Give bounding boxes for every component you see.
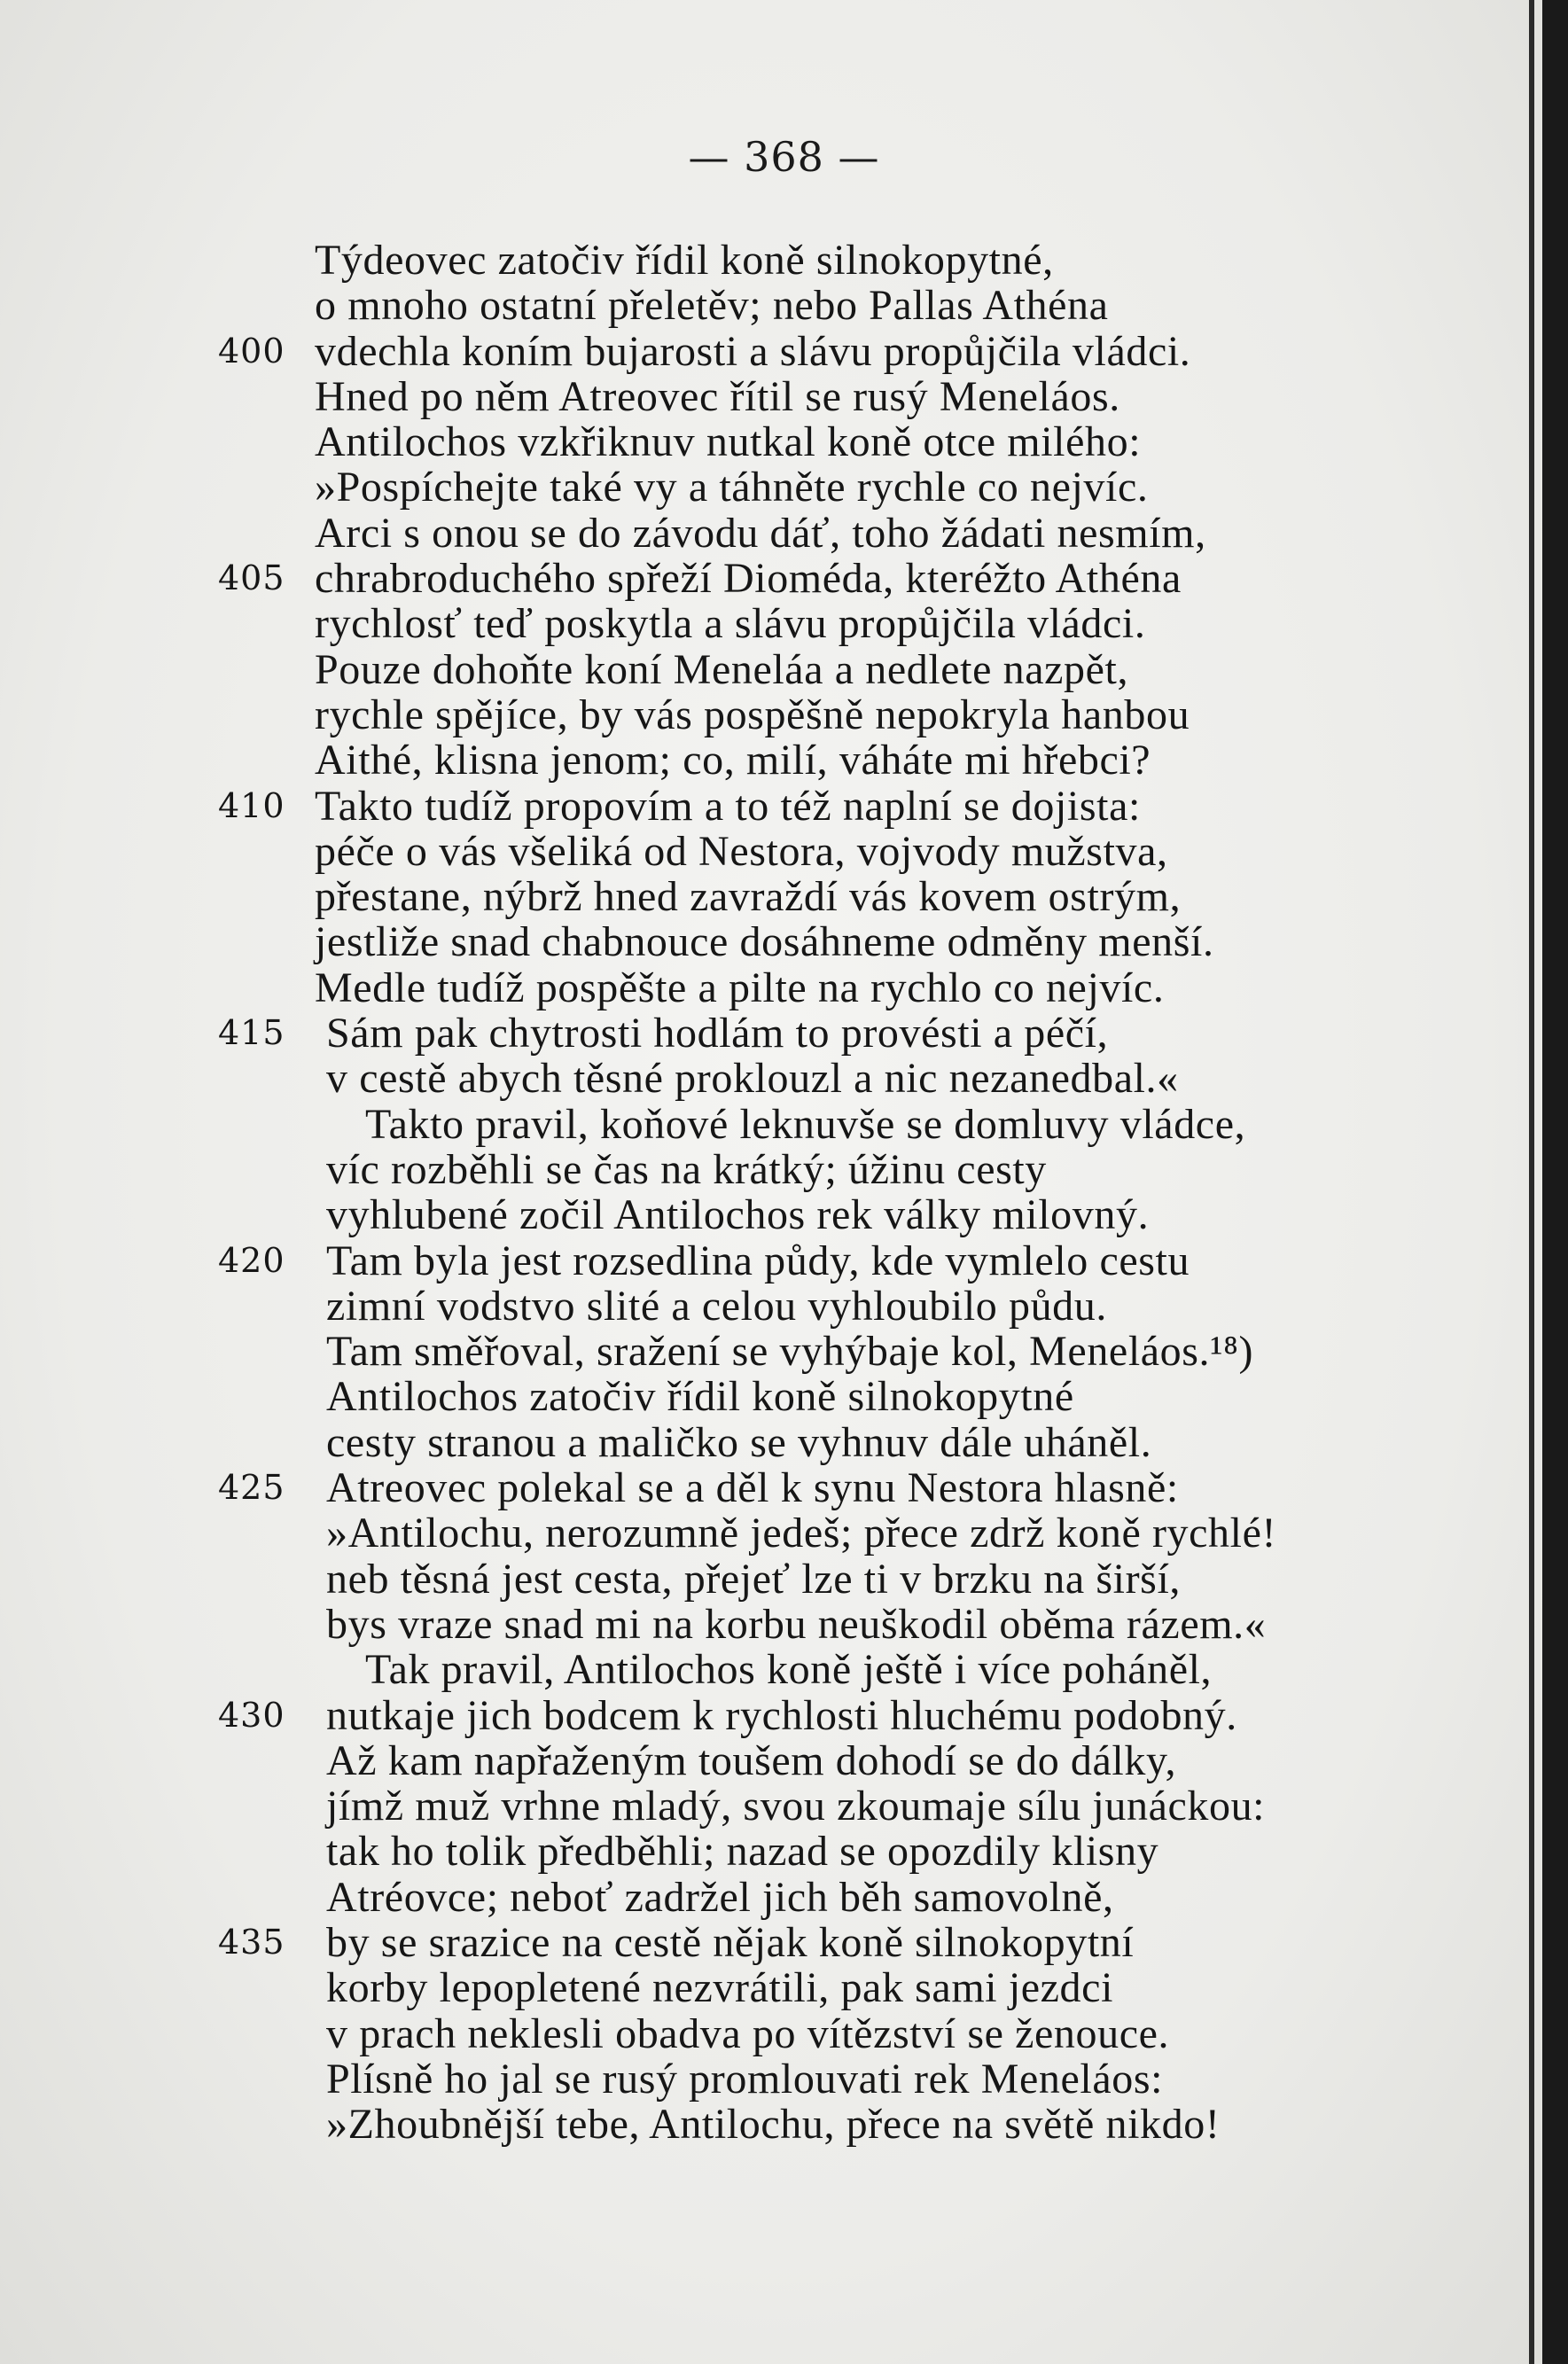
verse-line — [0, 829, 1542, 874]
verse-line-text: chrabroduchého spřeží Dioméda, kteréžto Athéna — [315, 555, 1182, 603]
verse-line-text: zimní vodstvo slité a celou vyhloubilo půdu. — [326, 1282, 1107, 1330]
verse-line — [0, 464, 1542, 510]
verse-line — [0, 1010, 1542, 1056]
page-edge-shadow — [1542, 0, 1568, 2364]
verse-line — [0, 1465, 1542, 1510]
verse-line — [0, 283, 1542, 328]
verse-line — [0, 1283, 1542, 1329]
line-number: 435 — [218, 1922, 285, 1962]
verse-line — [0, 1056, 1542, 1101]
verse-line — [0, 1238, 1542, 1283]
verse-line-text: Plísně ho jal se rusý promlouvati rek Meneláos: — [326, 2055, 1164, 2103]
verse-line — [0, 965, 1542, 1010]
verse-line-text: péče o vás všeliká od Nestora, vojvody mužstva, — [315, 827, 1168, 875]
verse-line — [0, 919, 1542, 964]
verse-line-text: vdechla koním bujarosti a slávu propůjčila vládci. — [315, 327, 1191, 375]
verse-line — [0, 1420, 1542, 1465]
verse-line — [0, 2011, 1542, 2056]
verse-line-text: Takto pravil, koňové leknuvše se domluvy vládce, — [365, 1100, 1246, 1148]
verse-line-text: »Zhoubnější tebe, Antilochu, přece na světě nikdo! — [326, 2101, 1221, 2149]
verse-line-text: Tam byla jest rozsedlina půdy, kde vymlelo cestu — [326, 1237, 1190, 1284]
verse-line-text: Tak pravil, Antilochos koně ještě i více poháněl, — [365, 1646, 1213, 1694]
verse-line — [0, 692, 1542, 737]
verse-line-text: Sám pak chytrosti hodlám to provésti a péčí, — [326, 1010, 1109, 1057]
verse-line-text: Tam směřoval, sražení se vyhýbaje kol, Meneláos.¹⁸) — [326, 1328, 1254, 1376]
verse-line — [0, 2056, 1542, 2102]
verse-line-text: by se srazice na cestě nějak koně silnokopytní — [326, 1918, 1135, 1966]
line-number: 425 — [218, 1468, 285, 1508]
verse-line-text: Medle tudíž pospěšte a pilte na rychlo co nejvíc. — [315, 964, 1165, 1011]
verse-line-text: Týdeovec zatočiv řídil koně silnokopytné, — [315, 237, 1054, 284]
verse-line-text: v cestě abych těsné proklouzl a nic nezanedbal.« — [326, 1055, 1179, 1103]
line-number: 415 — [218, 1013, 285, 1053]
verse-line — [0, 1556, 1542, 1602]
verse-line — [0, 1192, 1542, 1237]
verse-line-text: přestane, nýbrž hned zavraždí vás kovem ostrým, — [315, 873, 1182, 921]
verse-line-text: Pouze dohoňte koní Meneláa a nedlete nazpět, — [315, 645, 1129, 693]
verse-line-text: cesty stranou a maličko se vyhnuv dále uháněl. — [326, 1418, 1152, 1466]
verse-line — [0, 784, 1542, 829]
verse-line-text: korby lepopletené nezvrátili, pak sami jezdci — [326, 1964, 1113, 2012]
verse-line-text: Arci s onou se do závodu dáť, toho žádati nesmím, — [315, 509, 1206, 557]
verse-line-text: neb těsná jest cesta, přejeť lze ti v brzku na širší, — [326, 1555, 1181, 1603]
verse-line — [0, 647, 1542, 692]
verse-line — [0, 1374, 1542, 1419]
line-number: 400 — [218, 331, 285, 371]
verse-line-text: »Antilochu, nerozumně jedeš; přece zdrž koně rychlé! — [326, 1510, 1277, 1557]
verse-line — [0, 556, 1542, 601]
verse-line — [0, 2102, 1542, 2147]
verse-line-text: v prach neklesli obadva po vítězství se ženouce. — [326, 2009, 1170, 2057]
verse-line — [0, 1875, 1542, 1920]
verse-line — [0, 329, 1542, 374]
verse-line — [0, 1920, 1542, 1965]
verse-line-text: Takto tudíž propovím a to též naplní se dojista: — [315, 782, 1141, 830]
verse-line-text: jestliže snad chabnouce dosáhneme odměny menší. — [315, 918, 1214, 966]
verse-line-text: víc rozběhli se čas na krátký; úžinu cesty — [326, 1145, 1047, 1193]
verse-line-text: o mnoho ostatní přeletěv; nebo Pallas Athéna — [315, 282, 1109, 330]
page-edge-line — [1529, 0, 1534, 2364]
verse-line-text: jímž muž vrhne mladý, svou zkoumaje sílu junáckou: — [326, 1783, 1266, 1830]
verse-line-text: Atreovec polekal se a děl k synu Nestora hlasně: — [326, 1464, 1179, 1512]
verse-line-text: Aithé, klisna jenom; co, milí, váháte mi hřebci? — [315, 737, 1151, 784]
verse-line — [0, 419, 1542, 464]
verse-line-text: Antilochos zatočiv řídil koně silnokopytné — [326, 1373, 1074, 1421]
line-number: 410 — [218, 785, 285, 825]
verse-line — [0, 874, 1542, 919]
verse-line — [0, 1965, 1542, 2010]
verse-line — [0, 1829, 1542, 1874]
page-number: — 368 — — [688, 133, 880, 181]
verse-line — [0, 601, 1542, 646]
verse-line — [0, 1102, 1542, 1147]
verse-line-text: Hned po něm Atreovec řítil se rusý Meneláos. — [315, 372, 1120, 420]
verse-line — [0, 238, 1542, 283]
verse-line-text: tak ho tolik předběhli; nazad se opozdily klisny — [326, 1828, 1159, 1876]
verse-line-text: vyhlubené zočil Antilochos rek války milovný. — [326, 1191, 1150, 1239]
verse-line-text: rychle spějíce, by vás pospěšně nepokryla hanbou — [315, 690, 1190, 738]
verse-line-text: Antilochos vzkřiknuv nutkal koně otce milého: — [315, 418, 1142, 466]
verse-line-text: rychlosť teď poskytla a slávu propůjčila vládci. — [315, 600, 1146, 648]
verse-line — [0, 511, 1542, 556]
verse-line — [0, 1738, 1542, 1783]
verse-line — [0, 1602, 1542, 1647]
verse-line — [0, 374, 1542, 419]
verse-line — [0, 1693, 1542, 1738]
verse-block — [0, 238, 1542, 2147]
verse-line — [0, 1783, 1542, 1829]
verse-line-text: bys vraze snad mi na korbu neuškodil oběma rázem.« — [326, 1600, 1267, 1648]
line-number: 420 — [218, 1240, 285, 1280]
verse-line — [0, 1647, 1542, 1692]
verse-line-text: Atréovce; neboť zadržel jich běh samovolně, — [326, 1873, 1114, 1921]
verse-line — [0, 1510, 1542, 1556]
verse-line — [0, 1147, 1542, 1192]
verse-line — [0, 1329, 1542, 1374]
verse-line-text: nutkaje jich bodcem k rychlosti hluchému podobný. — [326, 1691, 1237, 1739]
verse-line — [0, 737, 1542, 783]
line-number: 430 — [218, 1695, 285, 1735]
line-number: 405 — [218, 558, 285, 598]
verse-line-text: Až kam napřaženým toušem dohodí se do dálky, — [326, 1736, 1177, 1784]
verse-line-text: »Pospíchejte také vy a táhněte rychle co nejvíc. — [315, 464, 1149, 511]
